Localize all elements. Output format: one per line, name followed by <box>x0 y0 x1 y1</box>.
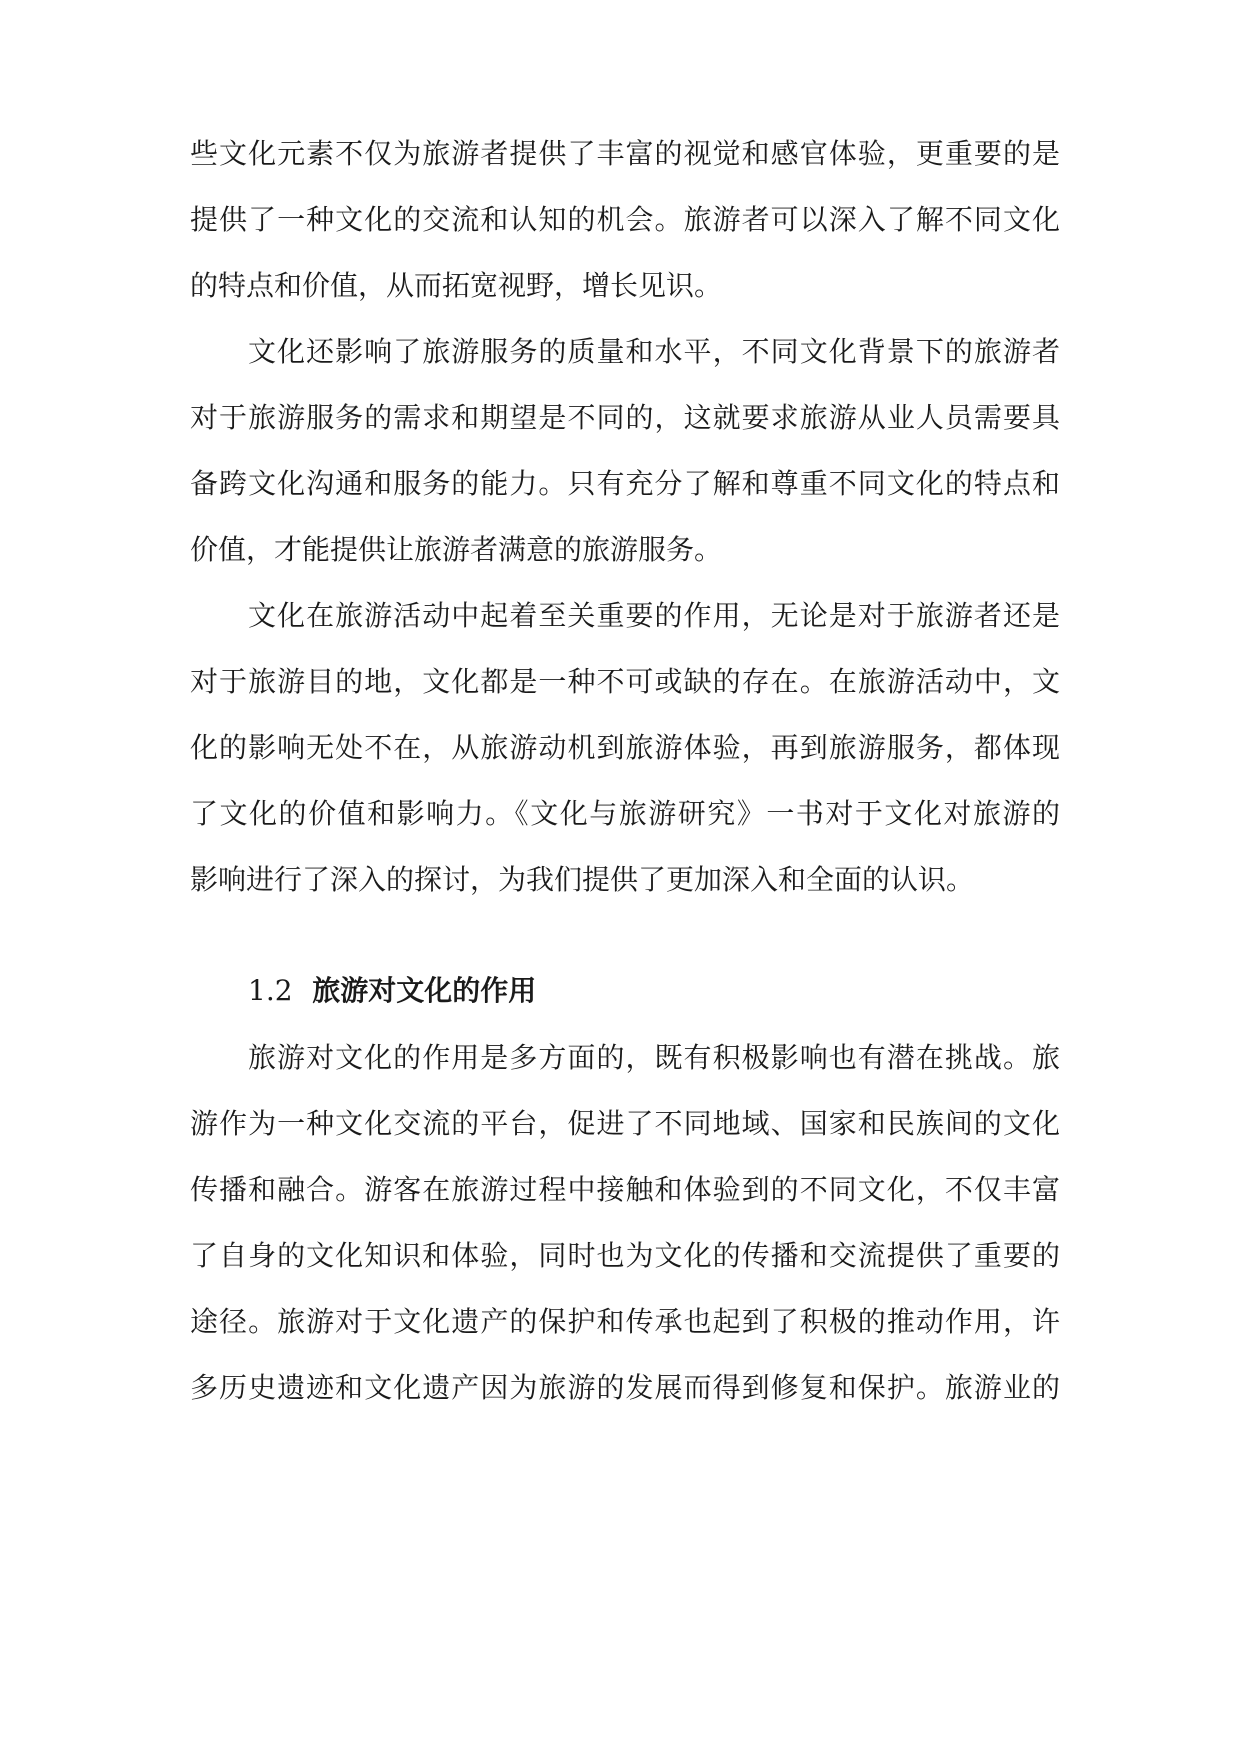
body-text-line: 影响进行了深入的探讨，为我们提供了更加深入和全面的认识。 <box>190 863 975 896</box>
body-text-line: 游作为一种文化交流的平台，促进了不同地域、国家和民族间的文化 <box>190 1107 1060 1140</box>
body-text-line: 了文化的价值和影响力。《文化与旅游研究》一书对于文化对旅游的 <box>190 797 1060 830</box>
body-text-line: 传播和融合。游客在旅游过程中接触和体验到的不同文化，不仅丰富 <box>190 1173 1060 1206</box>
body-text-line: 文化在旅游活动中起着至关重要的作用，无论是对于旅游者还是 <box>248 599 1060 632</box>
body-text-line: 对于旅游服务的需求和期望是不同的，这就要求旅游从业人员需要具 <box>190 401 1060 434</box>
section-number: 1.2 <box>248 974 293 1007</box>
body-text-line: 对于旅游目的地，文化都是一种不可或缺的存在。在旅游活动中，文 <box>190 665 1060 698</box>
body-text-line: 了自身的文化知识和体验，同时也为文化的传播和交流提供了重要的 <box>190 1239 1060 1272</box>
body-text-line: 化的影响无处不在，从旅游动机到旅游体验，再到旅游服务，都体现 <box>190 731 1060 764</box>
section-heading <box>248 969 536 1013</box>
body-text-line: 文化还影响了旅游服务的质量和水平，不同文化背景下的旅游者 <box>248 335 1060 368</box>
body-text-line: 备跨文化沟通和服务的能力。只有充分了解和尊重不同文化的特点和 <box>190 467 1060 500</box>
body-text-line: 价值，才能提供让旅游者满意的旅游服务。 <box>190 533 723 566</box>
section-title: 旅游对文化的作用 <box>312 974 537 1007</box>
body-text-line: 旅游对文化的作用是多方面的，既有积极影响也有潜在挑战。旅 <box>248 1041 1060 1074</box>
body-text-line: 途径。旅游对于文化遗产的保护和传承也起到了积极的推动作用，许 <box>190 1305 1060 1338</box>
body-text-line: 的特点和价值，从而拓宽视野，增长见识。 <box>190 269 723 302</box>
body-text-line: 多历史遗迹和文化遗产因为旅游的发展而得到修复和保护。旅游业的 <box>190 1371 1060 1404</box>
body-text-line: 些文化元素不仅为旅游者提供了丰富的视觉和感官体验，更重要的是 <box>190 137 1060 170</box>
body-text-line: 提供了一种文化的交流和认知的机会。旅游者可以深入了解不同文化 <box>190 203 1060 236</box>
